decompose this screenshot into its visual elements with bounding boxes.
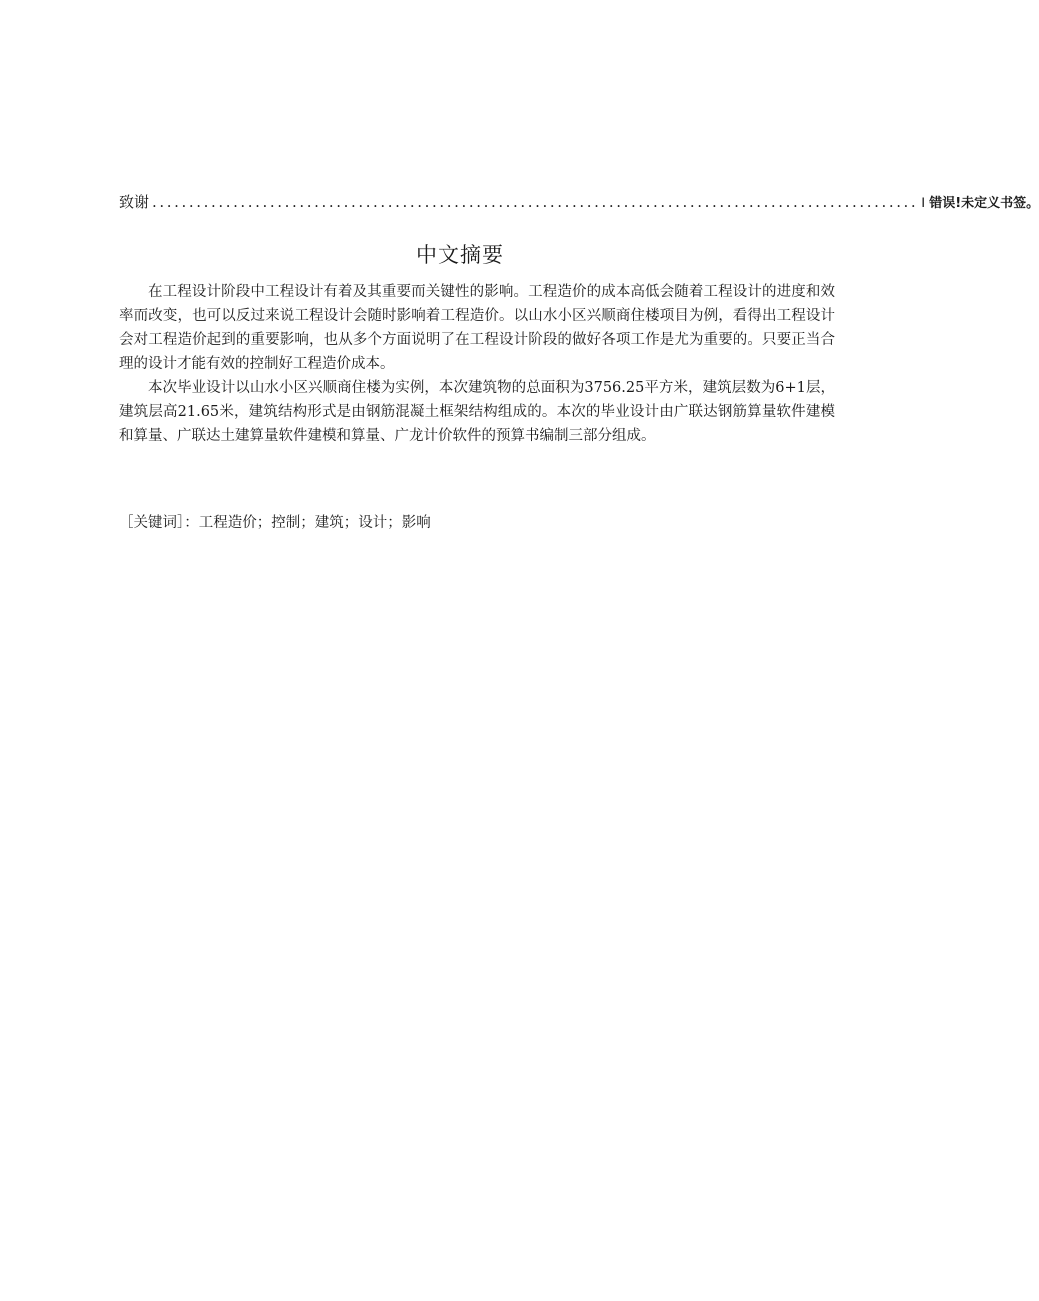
toc-page-number: I	[921, 194, 926, 210]
toc-entry-acknowledgements[interactable]	[119, 191, 1039, 213]
abstract-paragraph: 在工程设计阶段中工程设计有着及其重要而关键性的影响。工程造价的成本高低会随着工程设计的进度和效率而改变，也可以反过来说工程设计会随时影响着工程造价。以山水小区兴顺商住楼项目为例，看得出工程设计会对工程造价起到的重要影响，也从多个方面说明了在工程设计阶段的做好各项工作是尤为重要的。只要正当合理的设计才能有效的控制好工程造价成本。	[119, 284, 835, 372]
abstract-body	[119, 280, 835, 448]
toc-entry-label: 致谢	[119, 193, 150, 211]
toc-bookmark-error: 错误!未定义书签。	[929, 196, 1039, 211]
abstract-title: 中文摘要	[416, 243, 504, 267]
keywords-line: ［关键词］：工程造价；控制；建筑；设计；影响	[119, 515, 431, 531]
abstract-paragraph: 本次毕业设计以山水小区兴顺商住楼为实例，本次建筑物的总面积为3756.25平方米，建筑层数为6+1层，建筑层高21.65米，建筑结构形式是由钢筋混凝土框架结构组成的。本次的毕业设计由广联达钢筋算量软件建模和算量、广联达土建算量软件建模和算量、广龙计价软件的预算书编制三部分组成。	[119, 380, 835, 444]
toc-dot-leader: ........................................................................................................	[152, 193, 919, 211]
